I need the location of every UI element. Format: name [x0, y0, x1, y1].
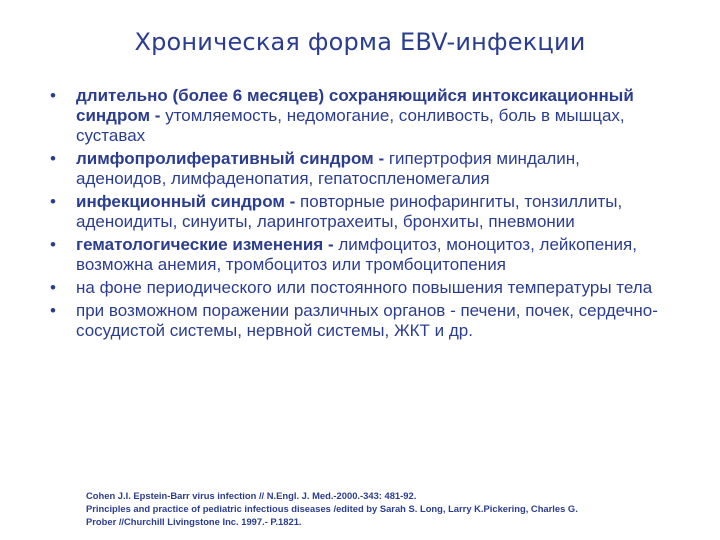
bullet-text: лимфоцитоз, моноцитоз, лейкопения, возможна анемия, тромбоцитоз или тромбоцитопения: [76, 235, 637, 274]
bullet-term: лимфопролиферативный синдром -: [76, 149, 385, 168]
bullet-item-3: [50, 192, 670, 232]
bullet-item-4: [50, 235, 670, 275]
bullet-text: при возможном поражении различных органов - печени, почек, сердечно-сосудистой системы, нервной системы, ЖКТ и др.: [76, 301, 658, 340]
bullet-list: [50, 86, 670, 344]
bullet-term: длительно (более 6 месяцев) сохраняющийся интоксикационный синдром -: [76, 86, 634, 125]
bullet-item-5: [50, 278, 670, 298]
reference-line: Principles and practice of pediatric infectious diseases /edited by Sarah S. Long, Larry K.Pickering, Charles G.: [86, 503, 578, 514]
references: [86, 489, 706, 528]
reference-line: Prober //Churchill Livingstone Inc. 1997.- P.1821.: [86, 516, 302, 527]
bullet-item-1: [50, 86, 670, 146]
bullet-icon: •: [50, 235, 56, 254]
slide-title: Хроническая форма EBV-инфекции: [134, 28, 586, 56]
bullet-item-2: [50, 149, 670, 189]
bullet-term: инфекционный синдром -: [76, 192, 296, 211]
bullet-icon: •: [50, 301, 56, 320]
bullet-icon: •: [50, 278, 56, 297]
bullet-item-6: [50, 301, 670, 341]
bullet-icon: •: [50, 86, 56, 105]
bullet-icon: •: [50, 149, 56, 168]
reference-line: Cohen J.I. Epstein-Barr virus infection // N.Engl. J. Med.-2000.-343: 481-92.: [86, 490, 417, 501]
bullet-icon: •: [50, 192, 56, 211]
bullet-text: повторные ринофарингиты, тонзиллиты, аденоидиты, синуиты, ларинготрахеиты, бронхиты, пневмонии: [76, 192, 623, 231]
bullet-text: на фоне периодического или постоянного повышения температуры тела: [76, 278, 653, 297]
bullet-text: гипертрофия миндалин, аденоидов, лимфаденопатия, гепатоспленомегалия: [76, 149, 580, 188]
bullet-term: гематологические изменения -: [76, 235, 334, 254]
bullet-text: утомляемость, недомогание, сонливость, боль в мышцах, суставах: [76, 106, 625, 145]
